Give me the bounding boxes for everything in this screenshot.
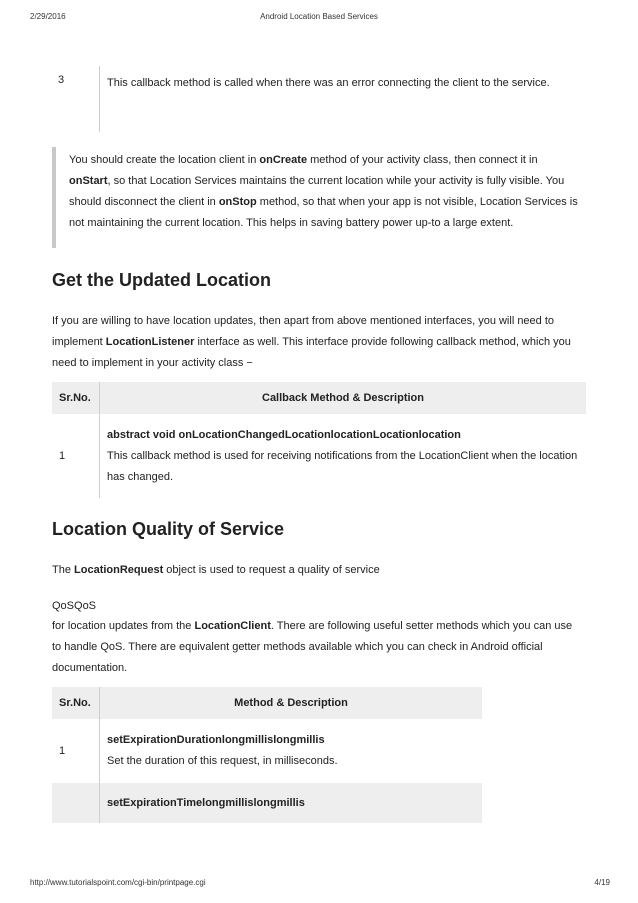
table-row (52, 719, 482, 783)
note-keyword-onstop: onStop (218, 196, 257, 208)
para-text: . There are following useful setter methods which you can use to handle QoS. There are equivalent getter methods available which you can check in Android official documentation. (52, 620, 573, 674)
row-number (52, 783, 100, 823)
section-heading-updated-location: Get the Updated Location (52, 270, 272, 290)
methods-table (52, 687, 482, 823)
section1-paragraph (52, 311, 582, 374)
note-text (69, 150, 579, 234)
footer-url: http://www.tutorialspoint.com/cgi-bin/printpage.cgi (30, 878, 206, 887)
table-header-row (52, 687, 482, 719)
callback-table (52, 382, 586, 498)
para-keyword: LocationListener (105, 336, 195, 348)
para-text: interface as well. This interface provide following callback method, which you need to implement in your activity class − (52, 336, 571, 369)
note-keyword-onstart: onStart (69, 175, 108, 187)
note-keyword-oncreate: onCreate (259, 154, 308, 166)
row-number: 1 (52, 414, 100, 498)
method-title: abstract void onLocationChangedLocationlocationLocationlocation (107, 428, 461, 441)
note-text-part: You should create the location client in (69, 154, 260, 166)
row-content (100, 719, 483, 783)
table-header-srno: Sr.No. (52, 687, 100, 719)
note-block (52, 147, 590, 248)
para-text: If you are willing to have location updates, then apart from above mentioned interfaces, you will need to implement (52, 315, 555, 348)
method-title: setExpirationDurationlongmillislongmillis (107, 734, 325, 746)
para-text: for location updates from the (52, 620, 195, 632)
note-text-part: , so that Location Services maintains the current location while your activity is fully visible. You should disconnect the client in (69, 175, 565, 208)
header-title: Android Location Based Services (260, 12, 378, 21)
method-description: This callback method is used for receiving notifications from the LocationClient when the location has changed. (107, 449, 578, 483)
table-row (52, 783, 482, 823)
header-date: 2/29/2016 (30, 12, 66, 21)
para-text: object is used to request a quality of service (163, 564, 380, 576)
section2-paragraph-1 (52, 560, 582, 581)
note-text-part: method, so that when your app is not visible, Location Services is not maintaining the current location. This helps in saving battery power up-to a large extent. (69, 196, 578, 229)
table-row-continued (52, 66, 586, 134)
method-description: Set the duration of this request, in milliseconds. (107, 755, 338, 767)
table-header-row (52, 382, 586, 414)
row-content (100, 783, 483, 823)
para-text: The (52, 564, 75, 576)
footer-page-number: 4/19 (594, 878, 610, 887)
table-header-srno: Sr.No. (52, 382, 100, 414)
row-number: 1 (52, 719, 100, 783)
row-content (100, 414, 587, 498)
section2-qos-label: QoSQoS (52, 600, 97, 612)
note-text-part: method of your activity class, then connect it in (307, 154, 538, 166)
row-number: 3 (58, 74, 65, 86)
para-keyword: LocationRequest (74, 564, 164, 576)
para-keyword: LocationClient (194, 620, 271, 632)
section-heading-quality-of-service: Location Quality of Service (52, 519, 285, 539)
table-row (52, 414, 586, 498)
section2-paragraph-2 (52, 616, 582, 679)
method-title: setExpirationTimelongmillislongmillis (107, 796, 305, 809)
table-header-description: Method & Description (100, 687, 483, 719)
column-divider (99, 66, 100, 132)
row-description: This callback method is called when there was an error connecting the client to the service. (107, 77, 550, 89)
table-header-description: Callback Method & Description (100, 382, 587, 414)
